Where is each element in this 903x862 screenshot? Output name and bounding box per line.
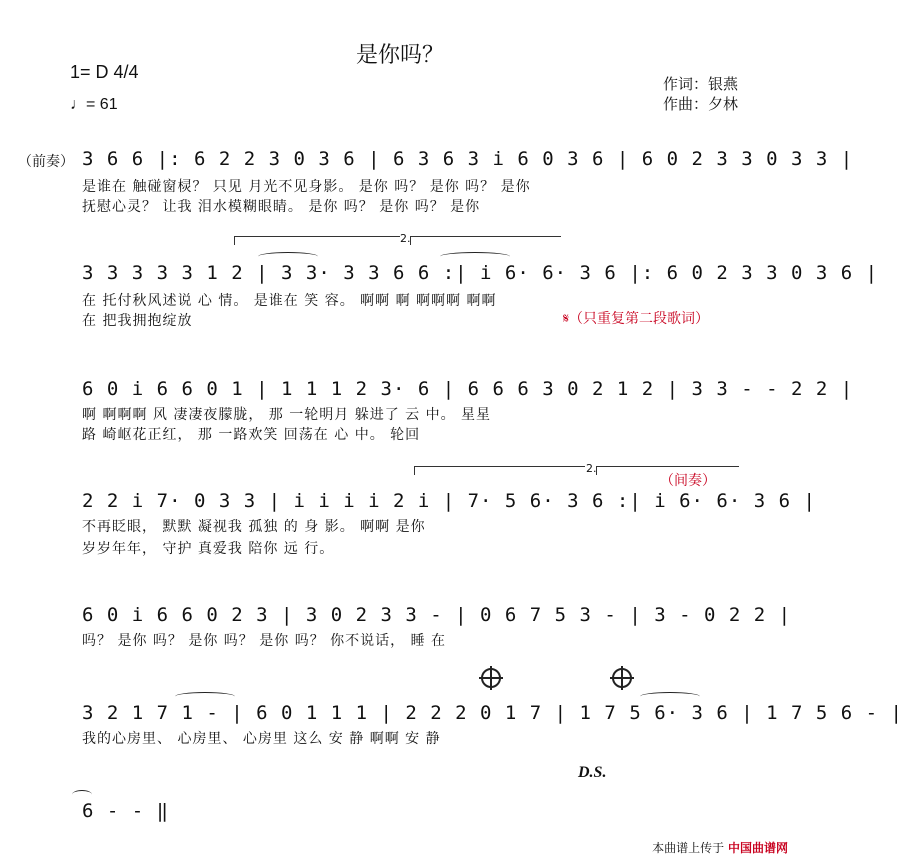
intro-label: （前奏） <box>18 154 74 170</box>
score-row-2-lyrics-2: 在 把我拥抱绽放 <box>82 313 193 329</box>
volta-2-mark: 2. <box>400 232 411 245</box>
footer-credit <box>652 839 788 856</box>
score-row-3-notes: 6 0 i 6 6 0 1 | 1 1 1 2 3· 6 | 6 6 6 3 0 2 1 2 | 3 3 - - 2 2 | <box>82 378 854 400</box>
footer-site[interactable]: 中国曲谱网 <box>727 841 788 855</box>
composer-credit: 作曲：夕林 <box>662 95 738 113</box>
slur <box>72 790 92 799</box>
score-row-5-notes: 6 0 i 6 6 0 2 3 | 3 0 2 3 3 - | 0 6 7 5 3 - | 3 - 0 2 2 | <box>82 604 792 626</box>
key-signature: 1= D 4/4 <box>70 62 139 82</box>
score-row-5-lyrics-1: 吗？ 是你 吗？ 是你 吗？ 是你 吗？ 你不说话， 睡 在 <box>82 633 447 649</box>
score-row-2-lyrics-1: 在 托付秋风述说 心 情。 是谁在 笑 容。 啊啊 啊 啊啊啊 啊啊 <box>82 293 497 309</box>
coda-sign <box>481 668 501 688</box>
ds-marking: D.S. <box>578 764 607 781</box>
tempo-marking: ♩= 61 <box>70 96 118 113</box>
page-title: 是你吗？ <box>355 43 444 68</box>
score-row-6-notes: 3 2 1 7 1 - | 6 0 1 1 1 | 2 2 2 0 1 7 | 1 7 5 6· 3 6 | 1 7 5 6 - | <box>82 702 903 724</box>
volta-2-mark: 2. <box>586 462 597 475</box>
score-row-3-lyrics-2: 路 崎岖花正红， 那 一路欢笑 回荡在 心 中。 轮回 <box>82 427 421 443</box>
score-row-3-lyrics-1: 啊 啊啊啊 风 凄凄夜朦胧， 那 一轮明月 躲进了 云 中。 星星 <box>82 407 492 423</box>
volta-1-bracket <box>414 466 585 475</box>
slur <box>258 252 318 261</box>
footer-prefix: 本曲谱上传于 <box>652 841 725 855</box>
interlude-label: （间奏） <box>660 473 716 489</box>
score-row-4-notes: 2 2 i 7· 0 3 3 | i i i i 2 i | 7· 5 6· 3 6 :| i 6· 6· 3 6 | <box>82 490 816 512</box>
score-row-1-lyrics-2: 抚慰心灵？ 让我 泪水模糊眼睛。 是你 吗？ 是你 吗？ 是你 <box>82 199 481 215</box>
volta-1-bracket <box>234 236 400 245</box>
score-row-1-lyrics-1: 是谁在 触碰窗棂？ 只见 月光不见身影。 是你 吗？ 是你 吗？ 是你 <box>82 179 531 195</box>
segno-note: 𝄋（只重复第二段歌词） <box>563 311 710 327</box>
score-row-2-notes: 3 3 3 3 3 1 2 | 3 3· 3 3 6 6 :| i 6· 6· 3 6 |: 6 0 2 3 3 0 3 6 | <box>82 262 879 284</box>
coda-sign <box>612 668 632 688</box>
score-row-7-notes: 6 - - ‖ <box>82 800 170 822</box>
score-row-1-notes: 3 6 6 |: 6 2 2 3 0 3 6 | 6 3 6 3 i 6 0 3 6 | 6 0 2 3 3 0 3 3 | <box>82 148 854 170</box>
lyricist-credit: 作词：银燕 <box>662 75 738 93</box>
score-row-4-lyrics-2: 岁岁年年， 守护 真爱我 陪你 远 行。 <box>82 541 335 557</box>
slur <box>175 692 235 701</box>
slur <box>640 692 700 701</box>
volta-2-bracket <box>410 236 561 245</box>
score-row-6-lyrics-1: 我的心房里、 心房里、 心房里 这么 安 静 啊啊 安 静 <box>82 731 441 747</box>
slur <box>440 252 510 261</box>
score-row-4-lyrics-1: 不再眨眼， 默默 凝视我 孤独 的 身 影。 啊啊 是你 <box>82 519 426 535</box>
